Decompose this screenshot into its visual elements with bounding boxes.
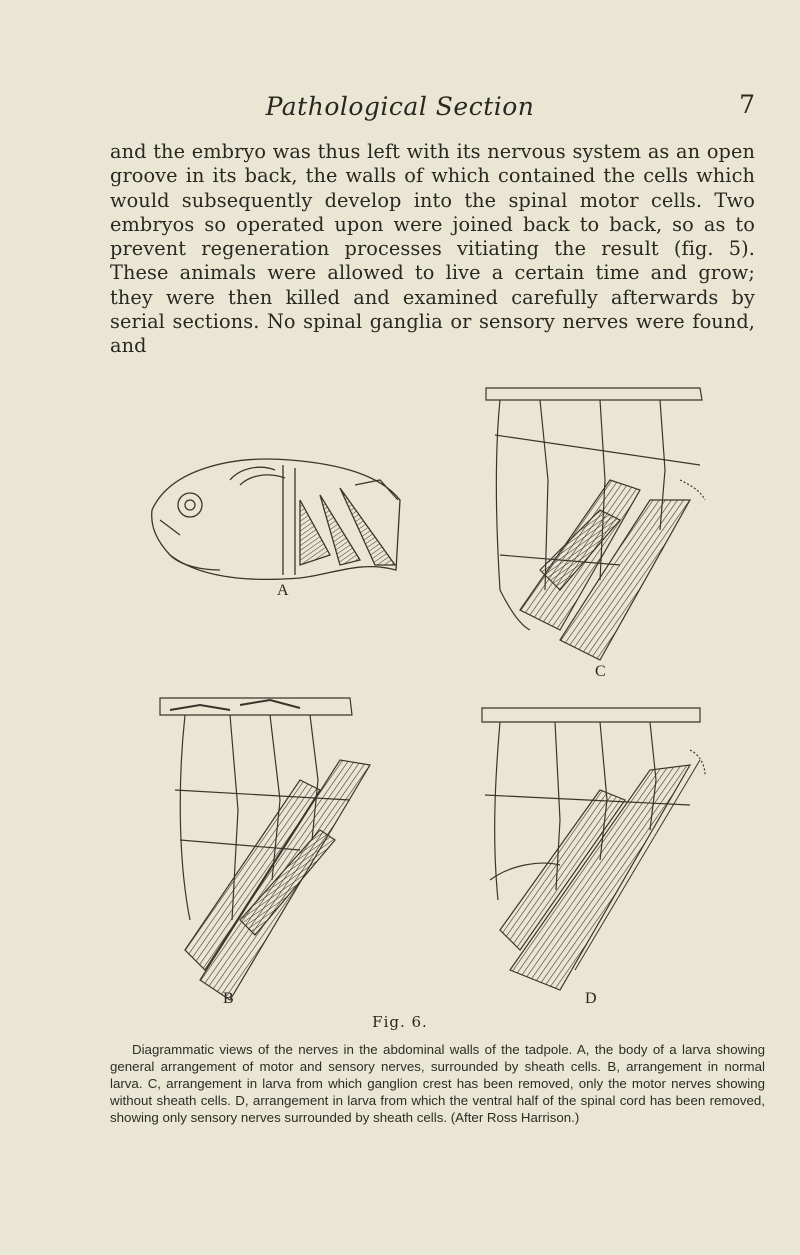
panel-a-larva (152, 459, 400, 579)
section-title: Pathological Section (265, 92, 535, 121)
figure-6 (0, 360, 800, 1020)
panel-b-diagram (160, 698, 370, 1000)
panel-label-b: B (223, 990, 234, 1007)
figure-caption: Diagrammatic views of the nerves in the abdominal walls of the tadpole. A, the body of a larva showing general arrangement of motor and sensory nerves, surrounded by sheath cells. B, arrangement in normal larva. C, arrangement in larva from which ganglion crest has been removed, only the motor nerves showing without sheath cells. D, arrangement in larva from which the ventral half of the spinal cord has been removed, showing only sensory nerves surrounded by sheath cells. (After Ross Harrison.) (110, 1042, 765, 1125)
page-number: 7 (739, 90, 755, 119)
panel-label-d: D (585, 990, 597, 1007)
panel-label-a: A (277, 582, 289, 599)
panel-label-c: C (595, 663, 606, 680)
panel-d-diagram (482, 708, 705, 990)
figure-title: Fig. 6. (372, 1013, 428, 1031)
running-head (0, 92, 800, 132)
body-paragraph: and the embryo was thus left with its nervous system as an open groove in its back, the walls of which contained the cells which would subsequently develop into the spinal motor cells. Two embryos so operated upon were joined back to back, so as to prevent regeneration processes vitiating the result (fig. 5). These animals were allowed to live a certain time and grow; they were then killed and examined carefully afterwards by serial sections. No spinal ganglia or sensory nerves were found, and (110, 140, 755, 358)
figure-illustration (0, 360, 800, 1020)
panel-c-diagram (486, 388, 705, 660)
